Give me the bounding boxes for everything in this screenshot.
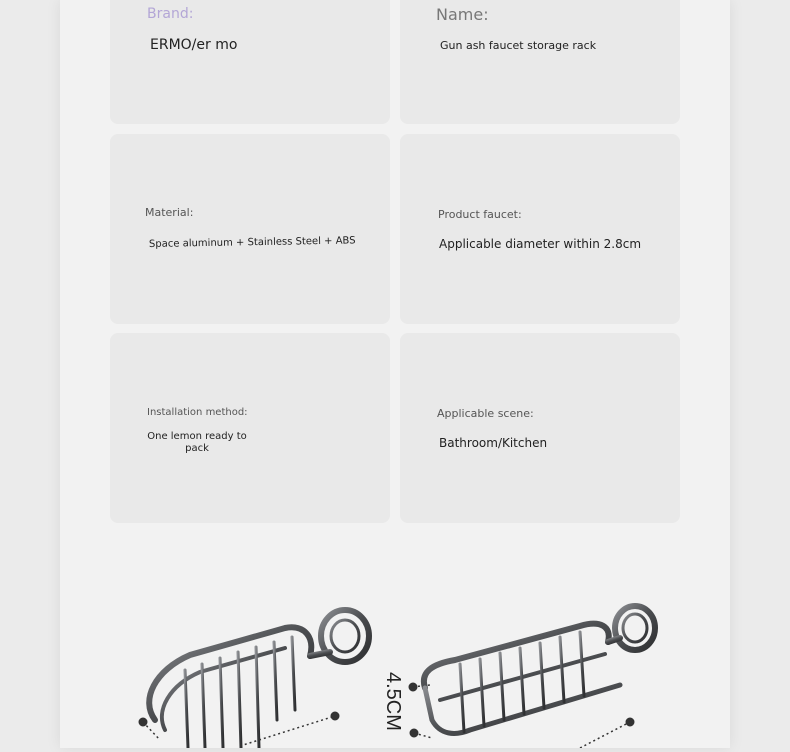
rack-left	[149, 610, 369, 748]
faucet-card	[400, 134, 680, 324]
rack-right	[424, 606, 655, 733]
install-card	[110, 333, 390, 523]
brand-value: ERMO/er mo	[150, 37, 238, 53]
product-images	[60, 560, 730, 748]
brand-label: Brand:	[147, 6, 194, 22]
product-detail-page	[60, 0, 730, 748]
faucet-label: Product faucet:	[438, 208, 522, 221]
dimension-label: 4.5CM	[382, 672, 404, 731]
name-value: Gun ash faucet storage rack	[440, 39, 597, 52]
faucet-value: Applicable diameter within 2.8cm	[439, 237, 642, 251]
brand-card	[110, 0, 390, 124]
scene-value: Bathroom/Kitchen	[439, 436, 548, 450]
dimension-lines-right	[580, 718, 634, 748]
install-value-line1: One lemon ready to	[147, 431, 247, 442]
install-value-line2: pack	[185, 443, 209, 454]
scene-label: Applicable scene:	[437, 407, 534, 420]
scene-card	[400, 333, 680, 523]
install-value	[147, 431, 247, 455]
product-drawing	[60, 560, 730, 748]
name-label: Name:	[436, 5, 489, 24]
name-card	[400, 0, 680, 124]
material-value: Space aluminum + Stainless Steel + ABS	[148, 235, 356, 250]
install-label: Installation method:	[147, 407, 248, 418]
material-label: Material:	[145, 206, 194, 219]
material-card	[110, 134, 390, 324]
